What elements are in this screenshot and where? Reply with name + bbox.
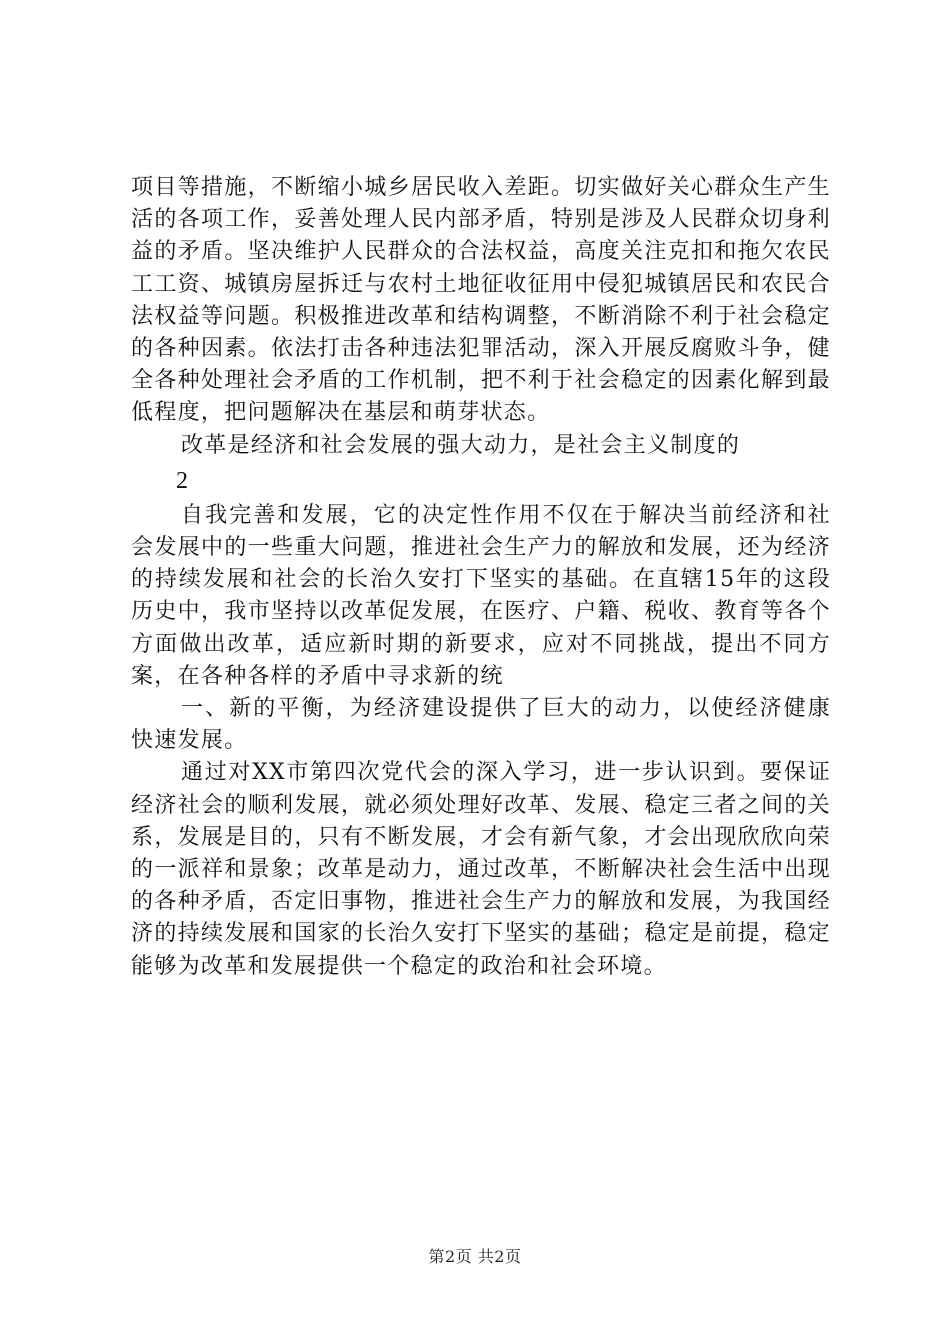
paragraph-1: 项目等措施，不断缩小城乡居民收入差距。切实做好关心群众生产生活的各项工作，妥善处理人民内部矛盾，特别是涉及人民群众切身利益的矛盾。坚决维护人民群众的合法权益，高度关注克扣和拖欠农民工工资、城镇房屋拆迁与农村土地征收征用中侵犯城镇居民和农民合法权益等问题。积极推进改革和结构调整，不断消除不利于社会稳定的各种因素。依法打击各种违法犯罪活动，深入开展反腐败斗争，健全各种处理社会矛盾的工作机制，把不利于社会稳定的因素化解到最低程度，把问题解决在基层和萌芽状态。 [131,175,831,426]
document-body [131,172,831,983]
inline-page-number: 2 [176,467,188,494]
paragraph-2: 改革是经济和社会发展的强大动力，是社会主义制度的 [181,432,741,458]
paragraph-3: 自我完善和发展，它的决定性作用不仅在于解决当前经济和社会发展中的一些重大问题，推进社会生产力的解放和发展，还为经济的持续发展和社会的长治久安打下坚实的基础。在直辖15年的这段历史中，我市坚持以改革促发展，在医疗、户籍、税收、教育等各个方面做出改革，适应新时期的新要求，应对不同挑战，提出不同方案，在各种各样的矛盾中寻求新的统 [131,502,831,689]
paragraph-4: 一、新的平衡，为经济建设提供了巨大的动力，以使经济健康快速发展。 [131,696,831,754]
page-footer: 第2页 共2页 [428,1247,522,1266]
paragraph-5: 通过对XX市第四次党代会的深入学习，进一步认识到。要保证经济社会的顺利发展，就必须处理好改革、发展、稳定三者之间的关系，发展是目的，只有不断发展，才会有新气象，才会出现欣欣向荣的一派祥和景象；改革是动力，通过改革，不断解决社会生活中出现的各种矛盾，否定旧事物，推进社会生产力的解放和发展，为我国经济的持续发展和国家的长治久安打下坚实的基础；稳定是前提，稳定能够为改革和发展提供一个稳定的政治和社会环境。 [131,760,831,979]
